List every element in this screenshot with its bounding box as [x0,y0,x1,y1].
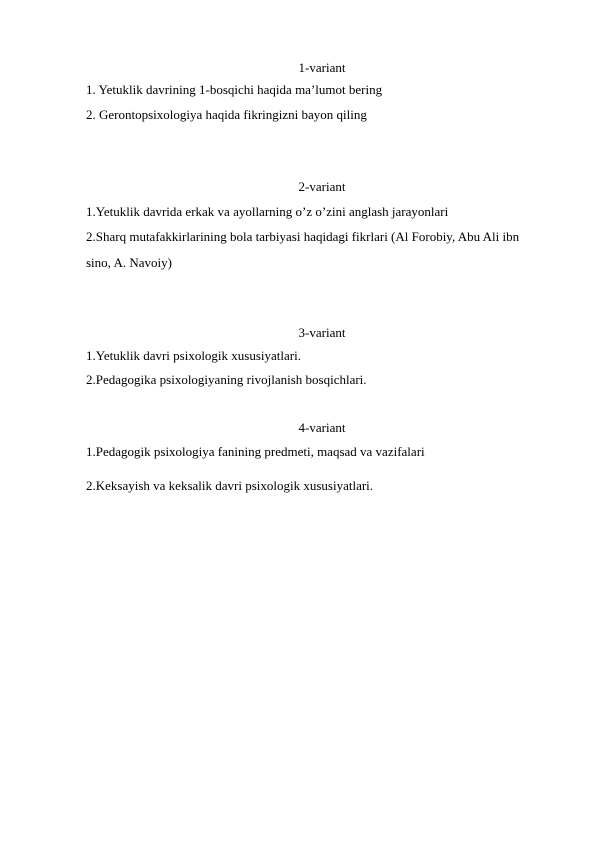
variant-1-question-1: 1. Yetuklik davrining 1-bosqichi haqida ma’lumot bering [86,82,383,97]
variant-2-question-1: 1.Yetuklik davrida erkak va ayollarning o’z o’zini anglash jarayonlari [86,204,449,219]
variant-3-title: 3-variant [298,325,346,340]
variant-1-question-2: 2. Gerontopsixologiya haqida fikringizni bayon qiling [86,107,367,122]
variant-4-question-1: 1.Pedagogik psixologiya fanining predmeti, maqsad va vazifalari [86,444,425,459]
variant-4-question-2: 2.Keksayish va keksalik davri psixologik xususiyatlari. [86,478,374,493]
variant-4-title: 4-variant [298,420,346,435]
variant-3-question-2: 2.Pedagogika psixologiyaning rivojlanish bosqichlari. [86,372,367,387]
variant-3-question-1: 1.Yetuklik davri psixologik xususiyatlari. [86,348,301,363]
variant-1-title: 1-variant [298,60,346,75]
variant-2-title: 2-variant [298,179,346,194]
variant-2-question-2: 2.Sharq mutafakkirlarining bola tarbiyasi haqidagi fikrlari (Al Forobiy, Abu Ali ibn sino, A. Navoiy) [86,229,520,270]
